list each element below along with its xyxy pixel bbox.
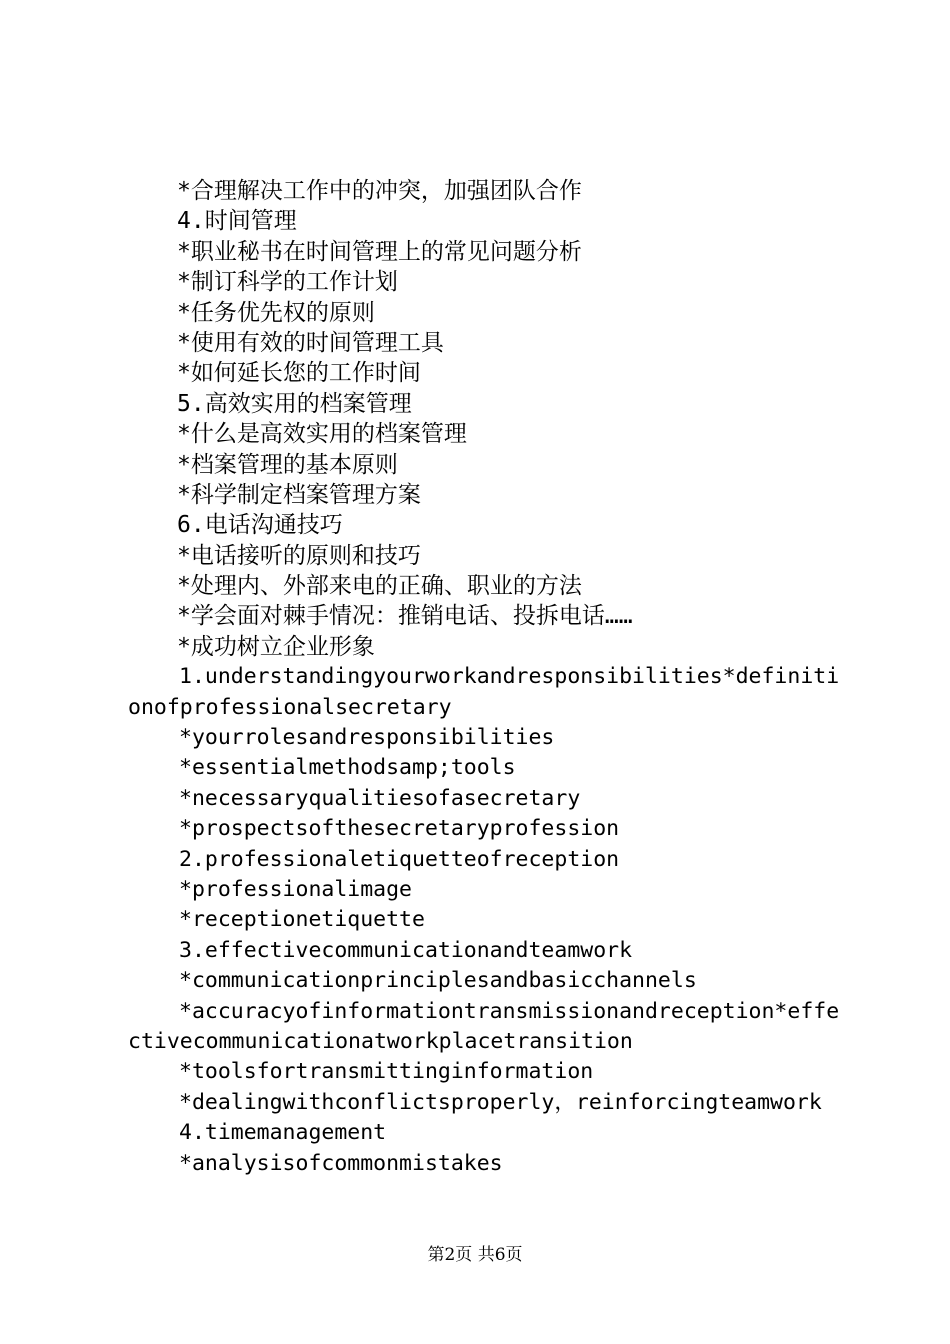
text-line: *任务优先权的原则: [177, 299, 375, 326]
text-line: *什么是高效实用的档案管理: [177, 421, 467, 448]
text-line-continuation: ctivecommunicationatworkplacetransition: [128, 1028, 633, 1054]
text-line: *学会面对棘手情况：推销电话、投拆电话……: [177, 603, 633, 630]
text-line: *职业秘书在时间管理上的常见问题分析: [177, 238, 582, 265]
text-line: *使用有效的时间管理工具: [177, 329, 444, 356]
text-line: *toolsfortransmittinginformation: [179, 1059, 594, 1085]
text-line: *receptionetiquette: [179, 907, 425, 933]
section-heading: 3.effectivecommunicationandteamwork: [179, 937, 633, 963]
text-line: *yourrolesandresponsibilities: [179, 725, 555, 751]
section-heading: 4.时间管理: [177, 208, 297, 235]
text-line: *communicationprinciplesandbasicchannels: [179, 968, 697, 994]
text-line: *essentialmethodsamp;tools: [179, 755, 516, 781]
text-line: *成功树立企业形象: [177, 633, 375, 660]
text-line: *prospectsofthesecretaryprofession: [179, 816, 620, 842]
text-line: *accuracyofinformationtransmissionandreception*effe: [179, 998, 840, 1024]
text-line: *如何延长您的工作时间: [177, 360, 421, 387]
section-heading: 4.timemanagement: [179, 1120, 387, 1146]
text-line: *合理解决工作中的冲突，加强团队合作: [177, 178, 582, 204]
text-line: *档案管理的基本原则: [177, 451, 398, 478]
text-line: *analysisofcommonmistakes: [179, 1150, 503, 1176]
text-line: *处理内、外部来电的正确、职业的方法: [177, 573, 582, 600]
text-line: *制订科学的工作计划: [177, 269, 398, 296]
text-line: *dealingwithconflictsproperly，reinforcingteamwork: [179, 1089, 822, 1115]
section-heading: 6.电话沟通技巧: [177, 512, 343, 539]
document-body: [0, 176, 950, 1179]
section-heading: 2.professionaletiquetteofreception: [179, 846, 620, 872]
section-heading: 5.高效实用的档案管理: [177, 390, 412, 417]
text-line: *professionalimage: [179, 876, 412, 902]
text-line: *necessaryqualitiesofasecretary: [179, 785, 581, 811]
section-heading: 1.understandingyourworkandresponsibilities*definiti: [179, 664, 840, 690]
page-number-footer: 第2页 共6页: [427, 1245, 523, 1265]
text-line: *科学制定档案管理方案: [177, 481, 421, 508]
text-line-continuation: onofprofessionalsecretary: [128, 694, 452, 720]
text-line: *电话接听的原则和技巧: [177, 542, 421, 569]
